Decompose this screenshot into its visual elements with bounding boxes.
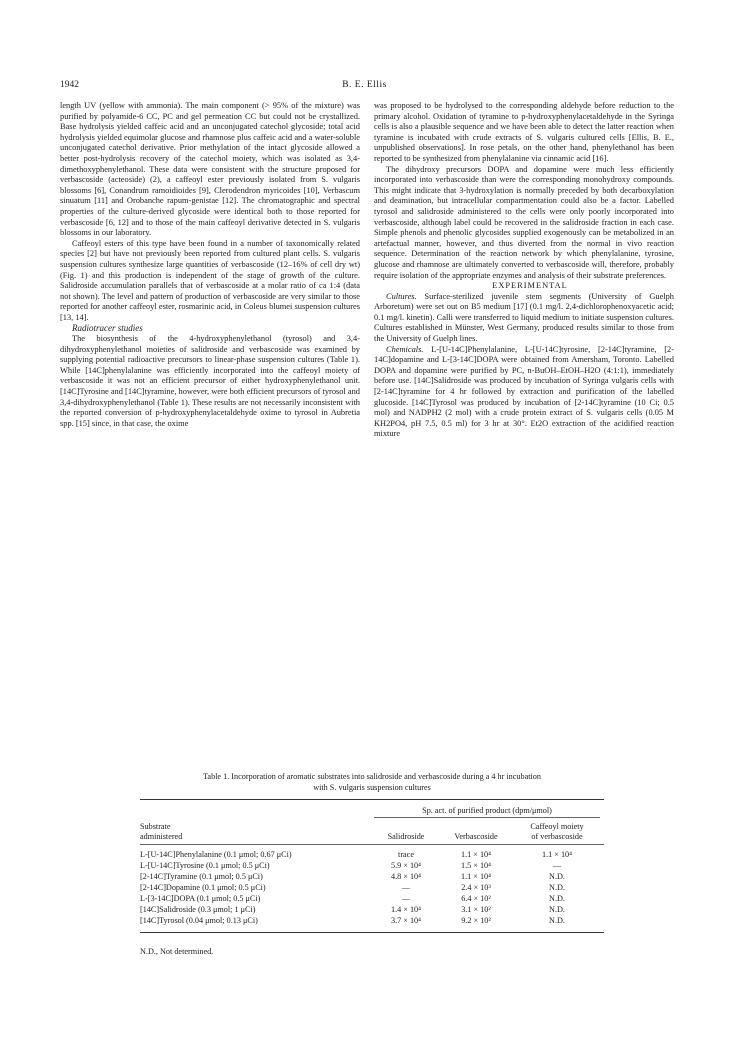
substrate-header-line-2: administered <box>140 832 183 841</box>
left-paragraph-1: length UV (yellow with ammonia). The main component (> 95% of the mixture) was purified by polyamide-6 CC, PC and gel permeation CC but could not be crystallized. Base hydrolysis yielded caffeic acid and an unconjugated catechol glycoside; total acid hydrolysis yielded equimolar glucose and rhamnose plus caffeic acid and a water-soluble unconjugated catechol derivative. Prior methylation of the intact glycoside allowed a better post-hydrolysis recovery of the catechol moiety, which was isolated as 3,4-dimethoxyphenylethanol. These data were consistent with the structure proposed for verbascoside (acteoside) (2), a caffeoyl ester previously isolated from S. vulgaris blossoms [6], Conandrum ramoidioides [9], Clerodendron myricoides [10], Verbascum sinuatum [11] and Orobanche rapum-genistae [12]. The chromatographic and spectral properties of the culture-derived glycoside were identical both to those reported for verbascoside [6, 12] and to those of the main caffeoyl derivative detected in S. vulgaris blossoms in our laboratory. <box>60 101 360 238</box>
table-row <box>140 915 604 926</box>
table-header-caffeoyl <box>514 822 600 842</box>
cell-caffeoyl: 1.1 × 10⁴ <box>542 850 572 859</box>
cell-salidroside: trace <box>398 850 414 859</box>
cell-salidroside: — <box>401 894 411 903</box>
section-title-radiotracer: Radiotracer studies <box>72 323 143 334</box>
left-paragraph-2: Caffeoyl esters of this type have been found in a number of taxonomically related species [2] but have not previously been reported from cultured plant cells. S. vulgaris suspension cultures synthesize large quantities of verbascoside (12–16% of cell dry wt) (Fig. 1) and this production is independent of the stage of growth of the culture. Salidroside accumulation parallels that of verbascoside at a molar ratio of ca 1:4 (data not shown). The level and pattern of production of verbascoside are very similar to those reported for another caffeoyl ester, rosmarinic acid, in Coleus blumei suspension cultures [13, 14]. <box>60 238 360 322</box>
table-row <box>140 904 604 915</box>
cell-substrate: [14C]Salidroside (0.3 μmol; 1 μCi) <box>140 905 256 914</box>
table-body <box>140 845 604 932</box>
caffeoyl-header-line-1: Caffeoyl moiety <box>530 822 584 831</box>
cell-substrate: [2-14C]Tyramine (0.1 μmol; 0.5 μCi) <box>140 872 263 881</box>
right-paragraph-cultures <box>374 292 674 345</box>
cell-verbascoside: 1.1 × 10⁴ <box>461 850 491 859</box>
table-1 <box>140 772 604 956</box>
cell-salidroside: — <box>401 883 411 892</box>
table-caption-line-2: with S. vulgaris suspension cultures <box>313 782 431 792</box>
section-title-experimental: EXPERIMENTAL <box>492 281 568 291</box>
cell-substrate: [14C]Tyrosol (0.04 μmol; 0.13 μCi) <box>140 916 258 925</box>
table-header <box>140 800 604 844</box>
table-row <box>140 893 604 904</box>
table-header-substrate <box>140 822 182 842</box>
cultures-text: Surface-sterilized juvenile stem segments (University of Guelph Arboretum) were set out on B5 medium [17] (0.1 mg/l. 2,4-dichlorophenoxyacetic acid; 0.1 mg/l. kinetin). Calli were transferred to liquid medium to initiate suspension cultures. Cultures established in Münster, West Germany, produced results similar to those from the University of Guelph lines. <box>374 291 674 344</box>
cell-salidroside: 5.9 × 10⁴ <box>391 861 421 870</box>
page-number: 1942 <box>60 80 79 90</box>
table-group-header: Sp. act. of purified product (dpm/μmol) <box>422 806 552 815</box>
cell-caffeoyl: N.D. <box>549 916 565 925</box>
table-row <box>140 882 604 893</box>
left-column <box>60 101 360 429</box>
left-paragraph-3: The biosynthesis of the 4-hydroxyphenylethanol (tyrosol) and 3,4-dihydroxyphenylethanol moieties of salidroside and verbascoside was examined by supplying potential radioactive precursors to linear-phase suspension cultures (Table 1). While [14C]phenylalanine was efficiently incorporated into the caffeoyl moiety of verbascoside it was not an efficient precursor of either hydroxyphenylethanol unit. [14C]Tyrosine and [14C]tyramine, however, were both efficient precursors of tyrosol and 3,4-dihydroxyphenylethanol (Table 1). These results are not necessarily inconsistent with the reported conversion of p-hydroxyphenylacetaldehyde oxime to tyrosol in Aubretia spp. [15] since, in that case, the oxime <box>60 334 360 428</box>
cell-verbascoside: 1.5 × 10⁴ <box>461 861 491 870</box>
cell-substrate: L-[U-14C]Tyrosine (0.1 μmol; 0.5 μCi) <box>140 861 270 870</box>
cell-verbascoside: 1.1 × 10⁴ <box>461 872 491 881</box>
table-row <box>140 871 604 882</box>
cell-caffeoyl: N.D. <box>549 883 565 892</box>
table-row <box>140 860 604 871</box>
chemicals-text: L-[U-14C]Phenylalanine, L-[U-14C]tyrosine, [2-14C]tyramine, [2-14C]dopamine and L-[3-14C]DOPA were obtained from Amersham, Toronto. Labelled DOPA and dopamine were purified by PC, n-BuOH–EtOH–H2O (4:1:1), immediately before use. [14C]Salidroside was produced by incubation of Syringa vulgaris cells with [2-14C]tyramine for 4 hr followed by extraction and purification of the labelled glucoside. [14C]Tyrosol was produced by incubation of [2-14C]tyramine (10 Ci; 0.5 mol) and NADPH2 (2 mol) with a crude protein extract of S. vulgaris cells (0.05 M KH2PO4, pH 7.5, 0.5 ml) for 3 hr at 30°. Et2O extraction of the acidified reaction mixture <box>374 344 674 439</box>
substrate-header-line-1: Substrate <box>140 822 171 831</box>
table-row <box>140 849 604 860</box>
page-header <box>60 80 669 94</box>
cell-substrate: L-[U-14C]Phenylalanine (0.1 μmol; 0.67 μCi) <box>140 850 292 859</box>
table-group-rule <box>374 817 600 818</box>
running-head-author: B. E. Ellis <box>342 80 387 90</box>
cell-verbascoside: 3.1 × 10² <box>461 905 491 914</box>
cell-verbascoside: 6.4 × 10² <box>461 894 491 903</box>
cell-salidroside: 4.8 × 10⁴ <box>391 872 421 881</box>
cell-salidroside: 1.4 × 10⁴ <box>391 905 421 914</box>
table-header-verbascoside: Verbascoside <box>454 832 498 841</box>
right-paragraph-2: The dihydroxy precursors DOPA and dopamine were much less efficiently incorporated into verbascoside than were the corresponding monohydroxy compounds. This might indicate that 3-hydroxylation is normally preceded by both decarboxylation and deamination, but intracellular compartmentation could also be a factor. Labelled tyrosol and salidroside administered to the cells were only poorly incorporated into verbascoside, although label could be recovered in the salidroside fraction in each case. Simple phenols and phenolic glycosides supplied exogenously can be metabolized in an artefactual manner, however, and thus diverted from the normal in vivo reaction sequence. Determination of the reaction network by which phenylalanine, tyrosine, glucose and rhamnose are ultimately converted to verbascoside will, therefore, probably require isolation of the appropriate enzymes and analysis of their substrate preferences. <box>374 164 674 280</box>
cell-verbascoside: 9.2 × 10² <box>461 916 491 925</box>
table-header-salidroside: Salidroside <box>387 832 425 841</box>
cell-caffeoyl: N.D. <box>549 894 565 903</box>
cell-caffeoyl: N.D. <box>549 905 565 914</box>
right-paragraph-chemicals <box>374 345 674 440</box>
cell-salidroside: 3.7 × 10⁴ <box>391 916 421 925</box>
table-caption-line-1: Table 1. Incorporation of aromatic substrates into salidroside and verbascoside during a 4 hr incubation <box>203 772 541 781</box>
chemicals-heading: Chemicals. <box>386 344 424 354</box>
cell-verbascoside: 2.4 × 10³ <box>461 883 491 892</box>
cultures-heading: Cultures. <box>386 291 417 301</box>
table-bottom-rule <box>140 932 604 933</box>
cell-substrate: L-[3-14C]DOPA (0.1 μmol; 0.5 μCi) <box>140 894 261 903</box>
right-column <box>374 101 674 440</box>
cell-caffeoyl: N.D. <box>549 872 565 881</box>
caffeoyl-header-line-2: of verbascoside <box>531 832 583 841</box>
cell-caffeoyl: — <box>552 861 562 870</box>
cell-substrate: [2-14C]Dopamine (0.1 μmol; 0.5 μCi) <box>140 883 266 892</box>
right-paragraph-1: was proposed to be hydrolysed to the corresponding aldehyde before reduction to the primary alcohol. Oxidation of tyramine to p-hydroxyphenylacetaldehyde in the Syringa cells is also a plausible sequence and we have been able to detect the latter reaction when tyramine is incubated with crude extracts of S. vulgaris cultured cells [Ellis, B. E., unpublished observations]. In rose petals, on the other hand, phenylethanol has been reported to be synthesized from phenylalanine via cinnamic acid [16]. <box>374 101 674 163</box>
table-footnote: N.D., Not determined. <box>140 947 214 956</box>
table-caption <box>140 772 604 793</box>
